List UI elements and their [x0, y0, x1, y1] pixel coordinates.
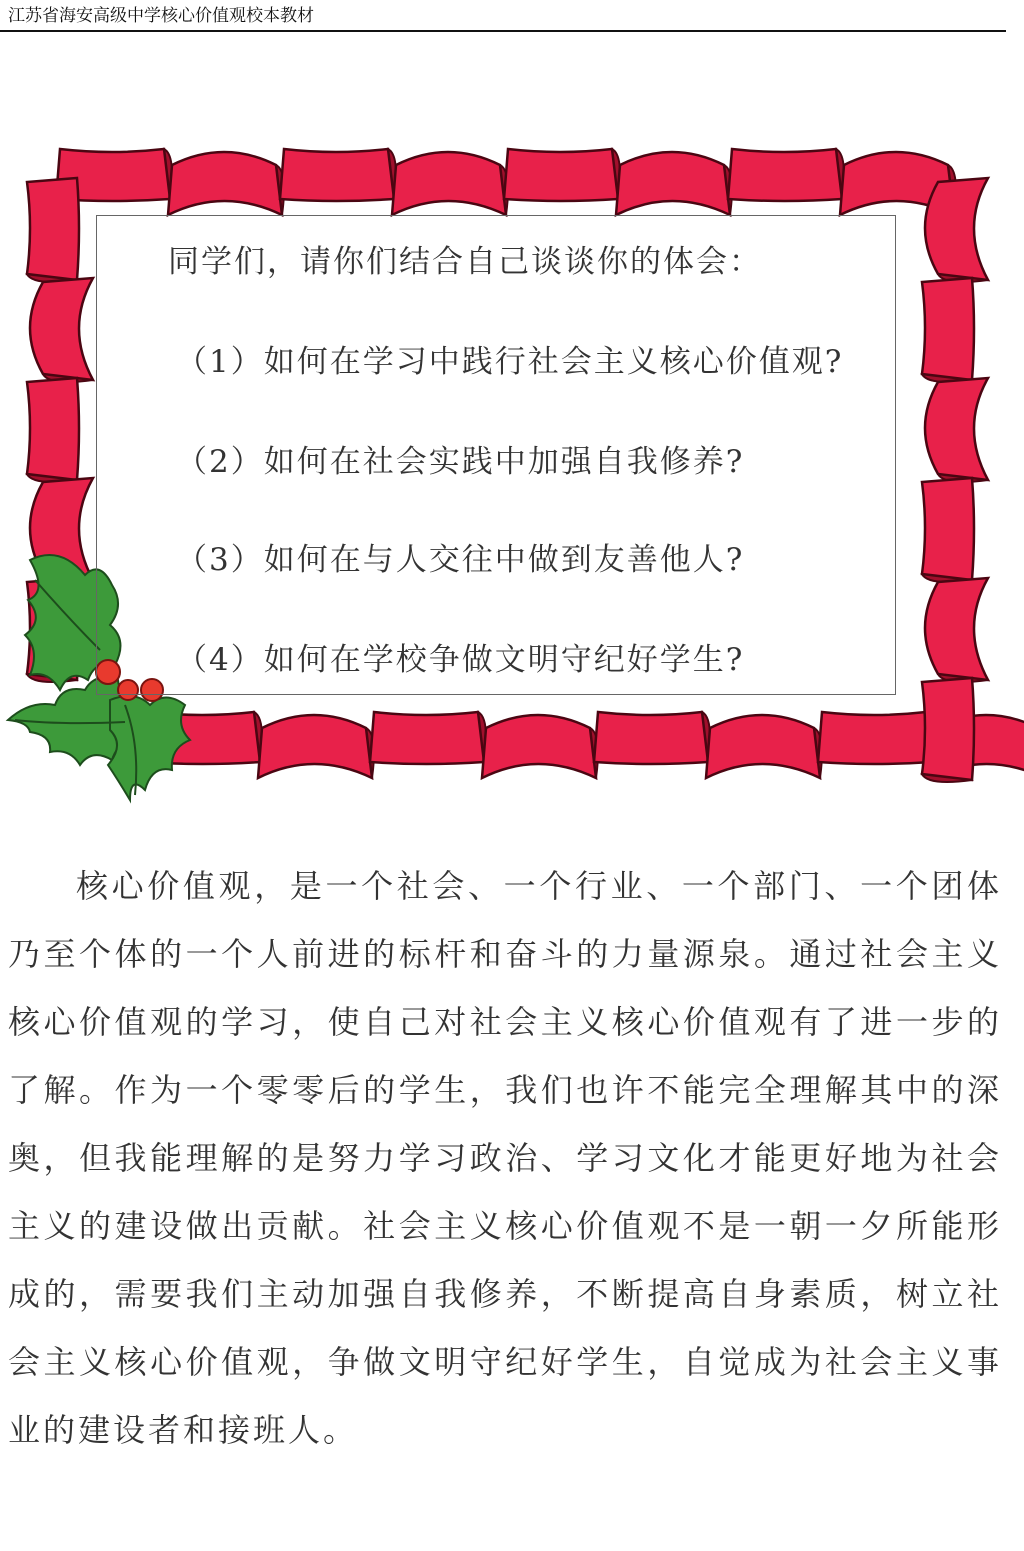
- ribbon-segment: [818, 712, 934, 764]
- ribbon-segment: [706, 715, 822, 778]
- ribbon-segment: [594, 712, 710, 764]
- question-1: （1）如何在学习中践行社会主义核心价值观?: [176, 344, 844, 380]
- ribbon-segment: [922, 478, 974, 582]
- ribbon-segment: [922, 678, 974, 782]
- ribbon-segment: [925, 378, 988, 482]
- ribbon-segment: [922, 278, 974, 382]
- ribbon-segment: [925, 178, 988, 282]
- ribbon-segment: [370, 712, 486, 764]
- discussion-prompt: 同学们，请你们结合自己谈谈你的体会：: [168, 244, 762, 280]
- ribbon-segment: [27, 378, 79, 482]
- essay-paragraph: 核心价值观，是一个社会、一个行业、一个部门、一个团体乃至个体的一个人前进的标杆和奋斗的力量源泉。通过社会主义核心价值观的学习，使自己对社会主义核心价值观有了进一步的了解。作为一个零零后的学生，我们也许不能完全理解其中的深奥，但我能理解的是努力学习政治、学习文化才能更好地为社会主义的建设做出贡献。社会主义核心价值观不是一朝一夕所能形成的，需要我们主动加强自我修养，不断提高自身素质，树立社会主义核心价值观，争做文明守纪好学生，自觉成为社会主义事业的建设者和接班人。: [8, 867, 1002, 1449]
- ribbon-segment: [728, 149, 844, 201]
- ribbon-segment: [616, 152, 732, 215]
- holly-leaf: [108, 696, 190, 800]
- question-3: （3）如何在与人交往中做到友善他人?: [176, 542, 745, 578]
- question-2: （2）如何在社会实践中加强自我修养?: [176, 444, 745, 480]
- ribbon-segment: [27, 178, 79, 282]
- ribbon-segment: [925, 578, 988, 682]
- ribbon-segment: [392, 152, 508, 215]
- page-header-title: 江苏省海安高级中学核心价值观校本教材: [8, 6, 314, 26]
- question-4: （4）如何在学校争做文明守纪好学生?: [176, 642, 745, 678]
- ribbon-segment: [482, 715, 598, 778]
- ribbon-segment: [280, 149, 396, 201]
- ribbon-segment: [258, 715, 374, 778]
- ribbon-segment: [168, 152, 284, 215]
- ribbon-segment: [30, 278, 93, 382]
- ribbon-segment: [504, 149, 620, 201]
